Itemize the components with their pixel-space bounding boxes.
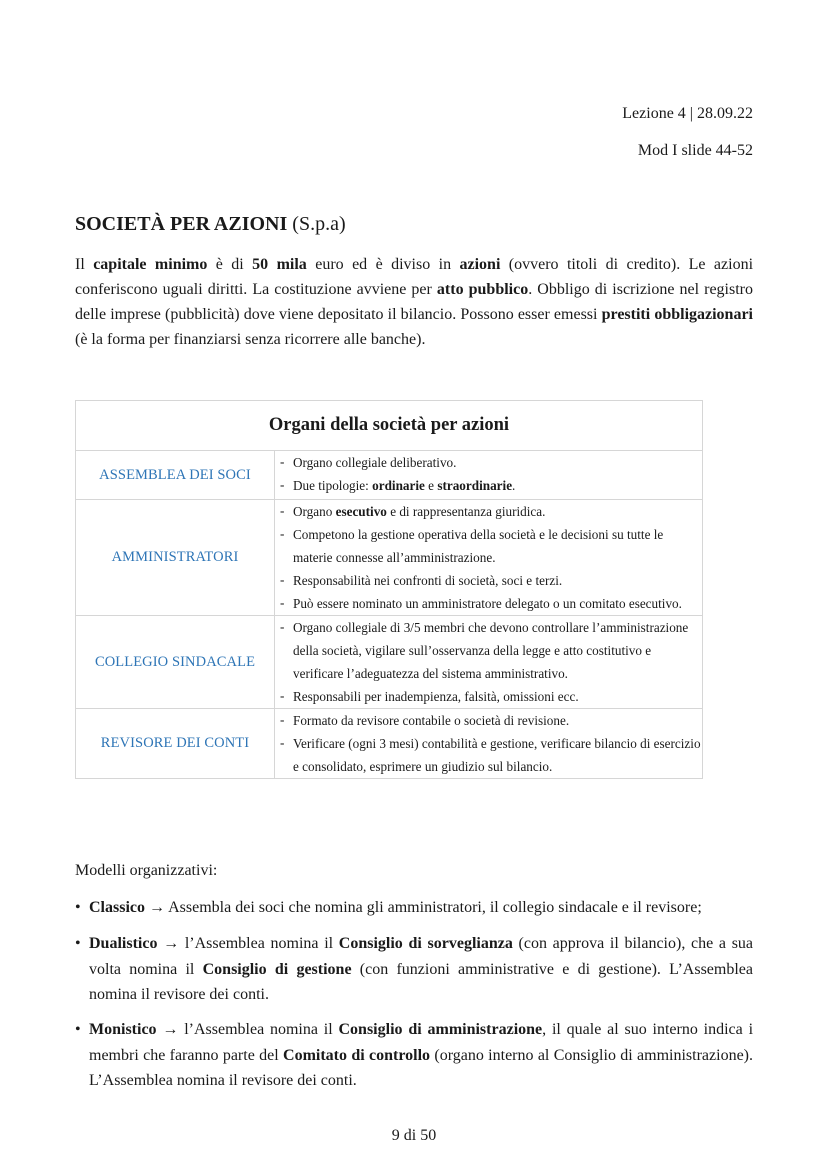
model-classico <box>75 895 753 921</box>
item-text: e di rappresentanza giuridica. <box>386 504 546 519</box>
model-bold: Comitato di controllo <box>283 1046 431 1064</box>
model-name: Classico <box>89 899 145 916</box>
table-row <box>76 709 703 779</box>
item-bold: straordinarie <box>437 478 513 493</box>
intro-bold: atto pubblico <box>436 281 529 298</box>
arrow: → <box>156 1021 185 1038</box>
dash-marker: - <box>280 572 285 587</box>
item-text: e <box>424 478 438 493</box>
models-heading: Modelli organizzativi: <box>75 862 218 879</box>
intro-bold: 50 mila <box>252 256 307 273</box>
organ-description <box>275 451 703 500</box>
model-name: Monistico <box>89 1021 157 1038</box>
model-text <box>89 895 753 921</box>
model-text <box>89 1017 753 1094</box>
intro-text: (è la forma per finanziarsi senza ricorrere alle banche). <box>75 331 426 348</box>
item-text: Due tipologie: <box>293 478 373 493</box>
model-bold: Consiglio di amministrazione <box>338 1021 543 1038</box>
bullet-marker: • <box>75 935 81 952</box>
section-title <box>75 211 346 237</box>
intro-bold: azioni <box>459 256 501 273</box>
page-number: 9 di 50 <box>391 1127 437 1144</box>
arrow: → <box>157 935 185 952</box>
intro-paragraph <box>75 252 753 352</box>
list-item <box>275 685 702 708</box>
table-row <box>76 500 703 616</box>
list-item <box>275 616 702 685</box>
list-item <box>275 451 702 474</box>
list-item <box>275 523 702 569</box>
bullet-marker: • <box>75 1021 81 1038</box>
list-item <box>275 732 702 778</box>
intro-text: . Obbligo di iscrizione nel registro delle imprese (pubblicità) dove viene depositato il bilancio. Possono esser emessi <box>75 281 753 323</box>
dash-marker: - <box>280 477 285 492</box>
slides-reference: Mod I slide 44-52 <box>637 142 753 159</box>
bullet-marker: • <box>75 899 81 916</box>
dash-marker: - <box>280 454 285 469</box>
dash-marker: - <box>280 735 285 750</box>
model-description: (con funzioni amministrative e di gestione). L’Assemblea nomina il revisore dei conti. <box>89 960 754 1003</box>
model-name: Dualistico <box>89 935 158 952</box>
model-dualistico <box>75 931 753 1008</box>
lesson-header: Lezione 4 | 28.09.22 <box>622 105 753 122</box>
arrow: → <box>145 899 169 916</box>
organs-table <box>75 400 703 779</box>
intro-text: (ovvero titoli di credito). Le azioni conferiscono uguali diritti. La costituzione avviene per <box>75 256 754 298</box>
organ-label: COLLEGIO SINDACALE <box>76 616 275 709</box>
organ-description <box>275 500 703 616</box>
intro-bold: capitale minimo <box>93 256 208 273</box>
intro-text: euro ed è diviso in <box>306 256 460 273</box>
model-description: (con approva il bilancio), che a sua volta nomina il <box>89 935 754 978</box>
dash-marker: - <box>280 526 285 541</box>
model-description: Assembla dei soci che nomina gli amministratori, il collegio sindacale e il revisore; <box>168 899 702 916</box>
list-item <box>275 569 702 592</box>
list-item <box>275 474 702 497</box>
model-monistico <box>75 1017 753 1094</box>
model-bold: Consiglio di sorveglianza <box>338 935 513 952</box>
item-text: . <box>512 478 516 493</box>
list-item <box>275 592 702 615</box>
organ-description <box>275 709 703 779</box>
item-text: Responsabili per inadempienza, falsità, omissioni ecc. <box>293 689 579 704</box>
description-list <box>275 709 702 778</box>
table-title: Organi della società per azioni <box>76 401 703 451</box>
section-title-bold: SOCIETÀ PER AZIONI <box>75 213 288 235</box>
table-row <box>76 451 703 500</box>
item-text: Può essere nominato un amministratore delegato o un comitato esecutivo. <box>293 596 682 611</box>
organ-label: ASSEMBLEA DEI SOCI <box>76 451 275 500</box>
model-bold: Consiglio di gestione <box>202 960 352 978</box>
item-text: Formato da revisore contabile o società di revisione. <box>293 713 570 728</box>
description-list <box>275 616 702 708</box>
organ-description <box>275 616 703 709</box>
model-description: (organo interno al Consiglio di amministrazione). L’Assemblea nomina il revisore dei conti. <box>89 1046 754 1089</box>
model-description: , il quale al suo interno indica i membri che faranno parte del <box>89 1021 754 1064</box>
organ-label: REVISORE DEI CONTI <box>76 709 275 779</box>
item-text: Organo collegiale di 3/5 membri che devono controllare l’amministrazione della società, vigilare sull’osservanza della legge e atto costitutivo e verificare l’adeguatezza del sistema amministrativo. <box>293 620 689 681</box>
intro-bold: prestiti obbligazionari <box>601 306 754 323</box>
description-list <box>275 500 702 615</box>
item-text: Organo <box>293 504 336 519</box>
list-item <box>275 500 702 523</box>
model-description: l’Assemblea nomina il <box>184 935 339 952</box>
section-title-abbrev: (S.p.a) <box>292 213 346 235</box>
list-item <box>275 709 702 732</box>
dash-marker: - <box>280 595 285 610</box>
intro-text: è di <box>207 256 253 273</box>
model-text <box>89 931 753 1008</box>
item-text: Responsabilità nei confronti di società, soci e terzi. <box>293 573 563 588</box>
item-text: Verificare (ogni 3 mesi) contabilità e gestione, verificare bilancio di esercizio e consolidato, esprimere un giudizio sul bilancio. <box>293 736 701 774</box>
description-list <box>275 451 702 497</box>
dash-marker: - <box>280 688 285 703</box>
item-bold: ordinarie <box>372 478 425 493</box>
table-row <box>76 616 703 709</box>
item-text: Competono la gestione operativa della società e le decisioni su tutte le materie connesse all’amministrazione. <box>293 527 664 565</box>
model-description: l’Assemblea nomina il <box>184 1021 339 1038</box>
dash-marker: - <box>280 712 285 727</box>
table-header-row <box>76 401 703 451</box>
organ-label: AMMINISTRATORI <box>76 500 275 616</box>
dash-marker: - <box>280 619 285 634</box>
intro-text: Il <box>75 256 94 273</box>
dash-marker: - <box>280 503 285 518</box>
item-text: Organo collegiale deliberativo. <box>293 455 457 470</box>
item-bold: esecutivo <box>335 504 387 519</box>
